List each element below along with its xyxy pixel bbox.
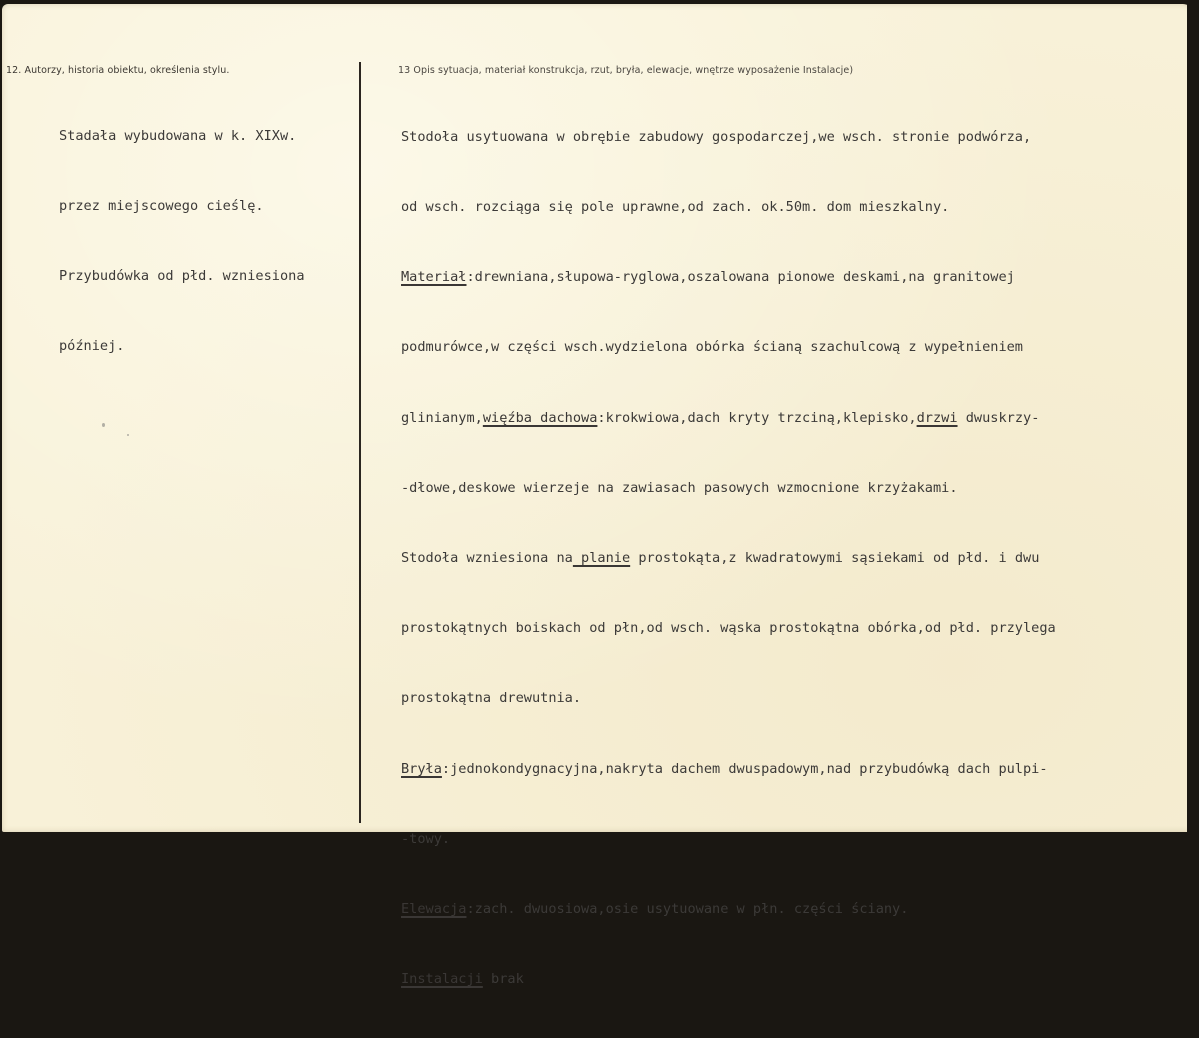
field-13-label: 13 Opis sytuacja, materiał konstrukcja, rzut, bryła, elewacje, wnętrze wyposażenie Instalacje)	[398, 65, 854, 76]
text-line: -towy.	[401, 830, 451, 847]
text-line-plan: Stodoła wzniesiona na planie prostokąta,z kwadratowymi sąsiekami od płd. i dwu	[401, 550, 1040, 567]
text-line: Przybudówka od płd. wzniesiona	[59, 268, 305, 285]
text-line-massing: Bryła:jednokondygnacyjna,nakryta dachem dwuspadowym,nad przybudówką dach pulpi-	[401, 760, 1048, 777]
text-line-material: Materiał:drewniana,słupowa-ryglowa,oszalowana pionowe deskami,na granitowej	[401, 269, 1015, 286]
card-edge-shadow	[1187, 4, 1193, 832]
text-line-roof: glinianym,więźba dachowa:krokwiowa,dach kryty trzciną,klepisko,drzwi dwuskrzy-	[401, 409, 1040, 426]
text-line: prostokątnych boiskach od płn,od wsch. wąska prostokątna obórka,od płd. przylega	[401, 620, 1056, 637]
text-line: przez miejscowego cieślę.	[59, 198, 264, 215]
paper-speck	[102, 423, 105, 427]
field-12-text	[59, 78, 305, 406]
field-13-text	[401, 79, 1056, 1038]
text-line: od wsch. rozciąga się pole uprawne,od zach. ok.50m. dom mieszkalny.	[401, 199, 950, 216]
text-line: Stodoła usytuowana w obrębie zabudowy gospodarczej,we wsch. stronie podwórza,	[401, 128, 1032, 145]
heading-doors: drzwi	[916, 409, 958, 426]
heading-elevation: Elewacja	[401, 901, 467, 918]
text-line: prostokątna drewutnia.	[401, 690, 582, 707]
heading-massing: Bryła	[401, 760, 442, 777]
text-line: -dłowe,deskowe wierzeje na zawiasach pasowych wzmocnione krzyżakami.	[401, 479, 958, 496]
text-line-installations: Instalacji brak	[401, 971, 524, 988]
text-line: później.	[59, 338, 125, 355]
column-divider	[359, 62, 361, 823]
heading-plan: planie	[572, 550, 631, 567]
paper-speck	[127, 434, 129, 436]
heading-material: Materiał	[401, 269, 467, 286]
heading-roof-truss: więźba dachowa	[482, 409, 598, 426]
text-line: podmurówce,w części wsch.wydzielona obórka ścianą szachulcową z wypełnieniem	[401, 339, 1023, 356]
text-line-elevation: Elewacja:zach. dwuosiowa,osie usytuowane w płn. części ściany.	[401, 901, 909, 918]
inventory-card	[2, 4, 1193, 988]
field-12-label: 12. Autorzy, historia obiektu, określenia stylu.	[6, 65, 230, 76]
text-line: Stadała wybudowana w k. XIXw.	[59, 127, 297, 144]
heading-installations: Instalacji	[401, 971, 483, 988]
